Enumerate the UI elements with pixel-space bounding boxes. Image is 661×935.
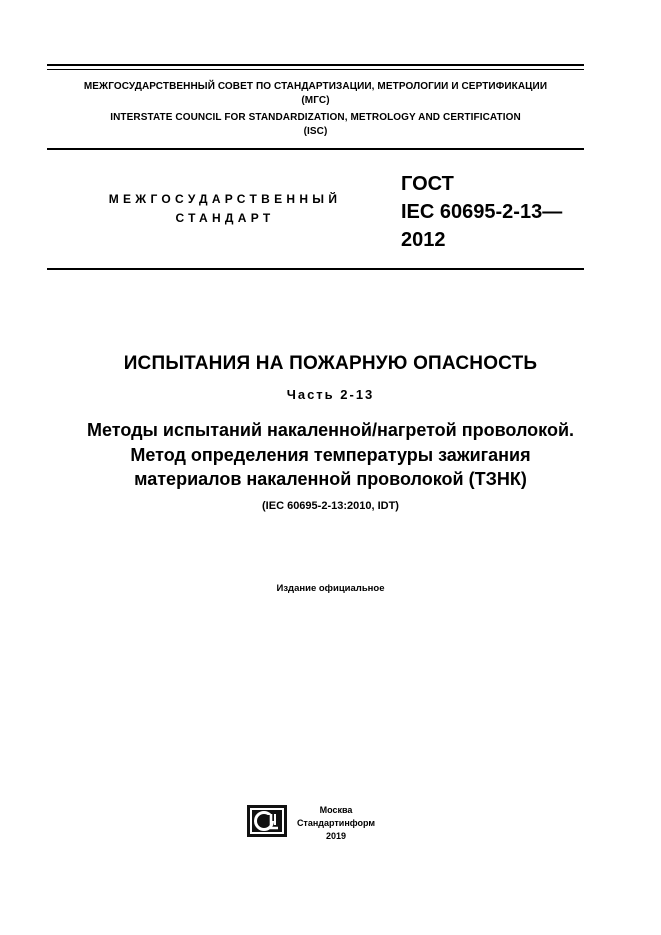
page-title: ИСПЫТАНИЯ НА ПОЖАРНУЮ ОПАСНОСТЬ <box>123 353 538 374</box>
top-rule-thin <box>47 69 584 70</box>
top-rule <box>47 64 584 66</box>
iec-reference: (IEC 60695-2-13:2010, IDT) <box>262 500 399 512</box>
imprint-year: 2019 <box>325 831 347 841</box>
designation-divider <box>47 268 584 270</box>
subtitle-line1: Методы испытаний накаленной/нагретой проволокой. <box>86 420 575 440</box>
designation-number: IEC 60695-2-13— <box>401 201 563 223</box>
imprint-publisher: Стандартинформ <box>296 818 376 828</box>
standard-kind-line1: МЕЖГОСУДАРСТВЕННЫЙ <box>108 192 342 206</box>
council-ru-line1: МЕЖГОСУДАРСТВЕННЫЙ СОВЕТ ПО СТАНДАРТИЗАЦИИ, МЕТРОЛОГИИ И СЕРТИФИКАЦИИ <box>83 81 548 92</box>
part-number: Часть 2-13 <box>286 387 375 402</box>
designation-gost: ГОСТ <box>401 173 454 195</box>
imprint <box>291 804 381 843</box>
council-en-abbr: (ISC) <box>303 126 328 137</box>
council-en-line1: INTERSTATE COUNCIL FOR STANDARDIZATION, METROLOGY AND CERTIFICATION <box>110 112 521 123</box>
publisher-logo-icon <box>247 805 287 837</box>
imprint-city: Москва <box>319 805 353 815</box>
standard-kind-line2: СТАНДАРТ <box>175 211 275 225</box>
subtitle-line2: Метод определения температуры зажигания <box>130 445 531 465</box>
council-ru-abbr: (МГС) <box>301 95 330 106</box>
header-divider <box>47 148 584 150</box>
subtitle-line3: материалов накаленной проволокой (ТЗНК) <box>134 469 527 489</box>
designation-year: 2012 <box>401 229 446 251</box>
edition-note: Издание официальное <box>276 583 385 594</box>
designation <box>401 170 562 254</box>
